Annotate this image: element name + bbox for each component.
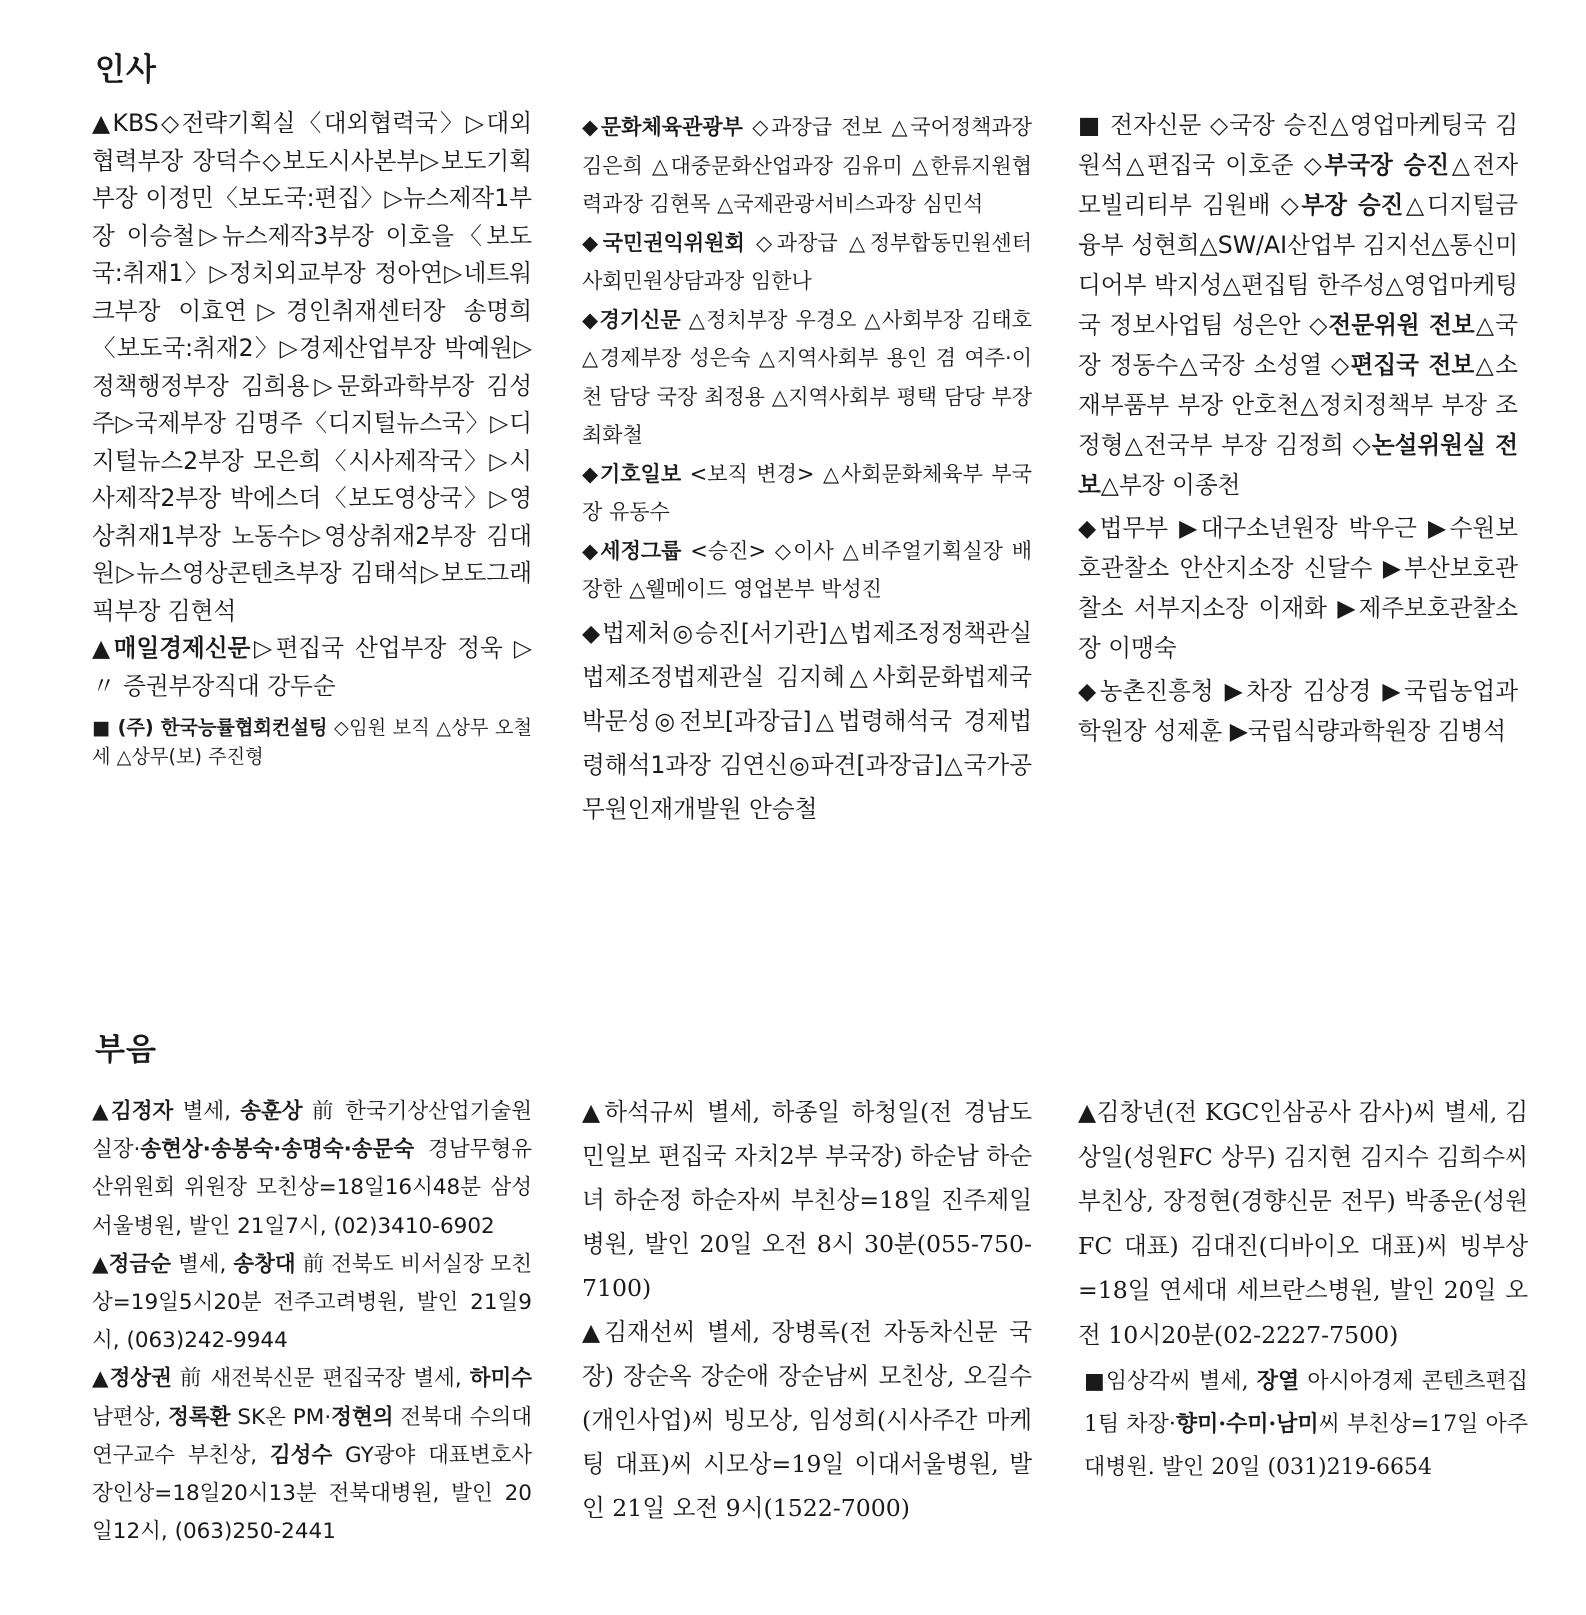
entry-body: ▷편집국 산업부장 정욱 ▷〃 증권부장직대 강두순 bbox=[92, 634, 532, 700]
entry-org: ◆기호일보 bbox=[582, 461, 682, 486]
personnel-entry-kyeonggi bbox=[582, 301, 1032, 455]
personnel-entry-rda: ◆농촌진흥청 ▶차장 김상경 ▶국립농업과학원장 성제훈 ▶국립식량과학원장 김병석 bbox=[1078, 677, 1518, 745]
obituary-entry: ▲정상권 前 새전북신문 편집국장 별세, 하미수 남편상, 정록환 SK온 PM·정현의 전북대 수의대 연구교수 부친상, 김성수 GY광야 대표변호사 장인상=18일20시13분 전북대병원, 발인 20일12시, (063)250-2441 bbox=[92, 1366, 533, 1545]
personnel-entry-etnews: ■ 전자신문 ◇국장 승진△영업마케팅국 김원석△편집국 이호준 ◇부국장 승진△전자모빌리티부 김원배 ◇부장 승진△디지털금융부 성현희△SW/AI산업부 김지선△통신미디어부 박지성△편집팀 한주성△영업마케팅국 정보사업팀 성은안 ◇전문위원 전보△국장 정동수△국장 소성열 ◇편집국 전보△소재부품부 부장 안호천△정치정책부 부장 조정형△전국부 부장 김정희 ◇논설위원실 전보△부장 이종천 bbox=[1078, 111, 1519, 499]
obituary-entry: ■임상각씨 별세, 장열 아시아경제 콘텐츠편집1팀 차장·향미·수미·남미씨 부친상=17일 아주대병원. 발인 20일 (031)219-6654 bbox=[1084, 1368, 1529, 1480]
personnel-entry-kiho bbox=[582, 455, 1032, 532]
entry-org: ■ (주) 한국능률협회컨설팅 bbox=[92, 716, 328, 739]
obituary-column-3 bbox=[1078, 1090, 1528, 1489]
section-title-personnel: 인사 bbox=[95, 52, 157, 88]
personnel-entry-moleg bbox=[582, 611, 1032, 831]
personnel-entry-kbs bbox=[92, 105, 532, 630]
personnel-entry-mcst bbox=[582, 108, 1032, 224]
obituary-entry: ▲김창년(전 KGC인삼공사 감사)씨 별세, 김상일(성원FC 상무) 김지현 김지수 김희수씨 부친상, 장정현(경향신문 전무) 박종운(성원FC 대표) 김대진(디바이오 대표)씨 빙부상=18일 연세대 세브란스병원, 발인 20일 오전 10시20분(02-2227-7500) bbox=[1078, 1098, 1528, 1349]
entry-body: △정치부장 우경오 △사회부장 김태호 △경제부장 성은숙 △지역사회부 용인 겸 여주·이천 담당 국장 최정용 △지역사회부 평택 담당 부장 최화철 bbox=[582, 307, 1032, 447]
entry-body: <보직 변경> △사회문화체육부 부국장 유동수 bbox=[582, 461, 1032, 524]
personnel-entry-maeil bbox=[92, 630, 532, 705]
entry-org: ▲매일경제신문 bbox=[92, 634, 251, 662]
personnel-entry-moj: ◆법무부 ▶대구소년원장 박우근 ▶수원보호관찰소 안산지소장 신달수 ▶부산보호관찰소 서부지소장 이재화 ▶제주보호관찰소장 이맹숙 bbox=[1078, 514, 1518, 662]
entry-body: ◇과장급 전보 △국어정책과장 김은희 △대중문화산업과장 김유미 △한류지원협력과장 김현목 △국제관광서비스과장 심민석 bbox=[582, 115, 1032, 216]
entry-body: ◇과장급 △정부합동민원센터 사회민원상담과장 임한나 bbox=[582, 230, 1032, 293]
personnel-column-2 bbox=[582, 108, 1032, 831]
obituary-entry: ▲하석규씨 별세, 하종일 하청일(전 경남도민일보 편집국 자치2부 부국장) 하순남 하순녀 하순정 하순자씨 부친상=18일 진주제일병원, 발인 20일 오전 8시 30분(055-750-7100) bbox=[582, 1098, 1032, 1302]
entry-org: ◆국민권익위원회 bbox=[582, 230, 745, 255]
personnel-column-3 bbox=[1078, 105, 1518, 751]
entry-body: ▲KBS◇전략기획실〈대외협력국〉▷대외협력부장 장덕수◇보도시사본부▷보도기획부장 이정민〈보도국:편집〉▷뉴스제작1부장 이승철▷뉴스제작3부장 이호을〈보도국:취재1〉▷정치외교부장 정아연▷네트워크부장 이효연▷경인취재센터장 송명희〈보도국:취재2〉▷경제산업부장 박예원▷정책행정부장 김희용▷문화과학부장 김성주▷국제부장 김명주〈디지털뉴스국〉▷디지털뉴스2부장 모은희〈시사제작국〉▷시사제작2부장 박에스더〈보도영상국〉▷영상취재1부장 노동수▷영상취재2부장 김대원▷뉴스영상콘텐츠부장 김태석▷보도그래픽부장 김현석 bbox=[92, 109, 532, 625]
obituary-column-1 bbox=[92, 1093, 532, 1551]
entry-body: ◇임원 보직 △상무 오철세 △상무(보) 주진형 bbox=[92, 716, 532, 768]
personnel-column-1 bbox=[92, 105, 532, 771]
obituary-entry: ▲정금순 별세, 송창대 前 전북도 비서실장 모친상=19일5시20분 전주고려병원, 발인 21일9시, (063)242-9944 bbox=[92, 1251, 533, 1354]
obituary-entry: ▲김재선씨 별세, 장병록(전 자동차신문 국장) 장순옥 장순애 장순남씨 모친상, 오길수(개인사업)씨 빙모상, 임성희(시사주간 마케팅 대표)씨 시모상=19일 이대서울병원, 발인 21일 오전 9시(1522-7000) bbox=[582, 1318, 1032, 1522]
entry-org: ◆문화체육관광부 bbox=[582, 115, 743, 139]
personnel-entry-acrc bbox=[582, 224, 1032, 301]
entry-body: ◆법제처◎승진[서기관]△법제조정정책관실 법제조정법제관실 김지혜△사회문화법제국 박문성◎전보[과장급]△법령해석국 경제법령해석1과장 김연신◎파견[과장급]△국가공무원인재개발원 안승철 bbox=[582, 618, 1032, 823]
obituary-column-2 bbox=[582, 1090, 1032, 1530]
entry-org: ◆경기신문 bbox=[582, 307, 681, 332]
personnel-entry-kmac bbox=[92, 713, 532, 771]
entry-org: ◆세정그룹 bbox=[582, 538, 682, 563]
section-title-obituary: 부음 bbox=[95, 1032, 157, 1068]
entry-body: <승진> ◇이사 △비주얼기획실장 배장한 △웰메이드 영업본부 박성진 bbox=[582, 538, 1033, 601]
personnel-entry-sejung bbox=[582, 532, 1032, 609]
obituary-entry: ▲김정자 별세, 송훈상 前 한국기상산업기술원 실장·송현상·송봉숙·송명숙·송문숙 경남무형유산위원회 위원장 모친상=18일16시48분 삼성서울병원, 발인 21일7시, (02)3410-6902 bbox=[92, 1099, 533, 1239]
